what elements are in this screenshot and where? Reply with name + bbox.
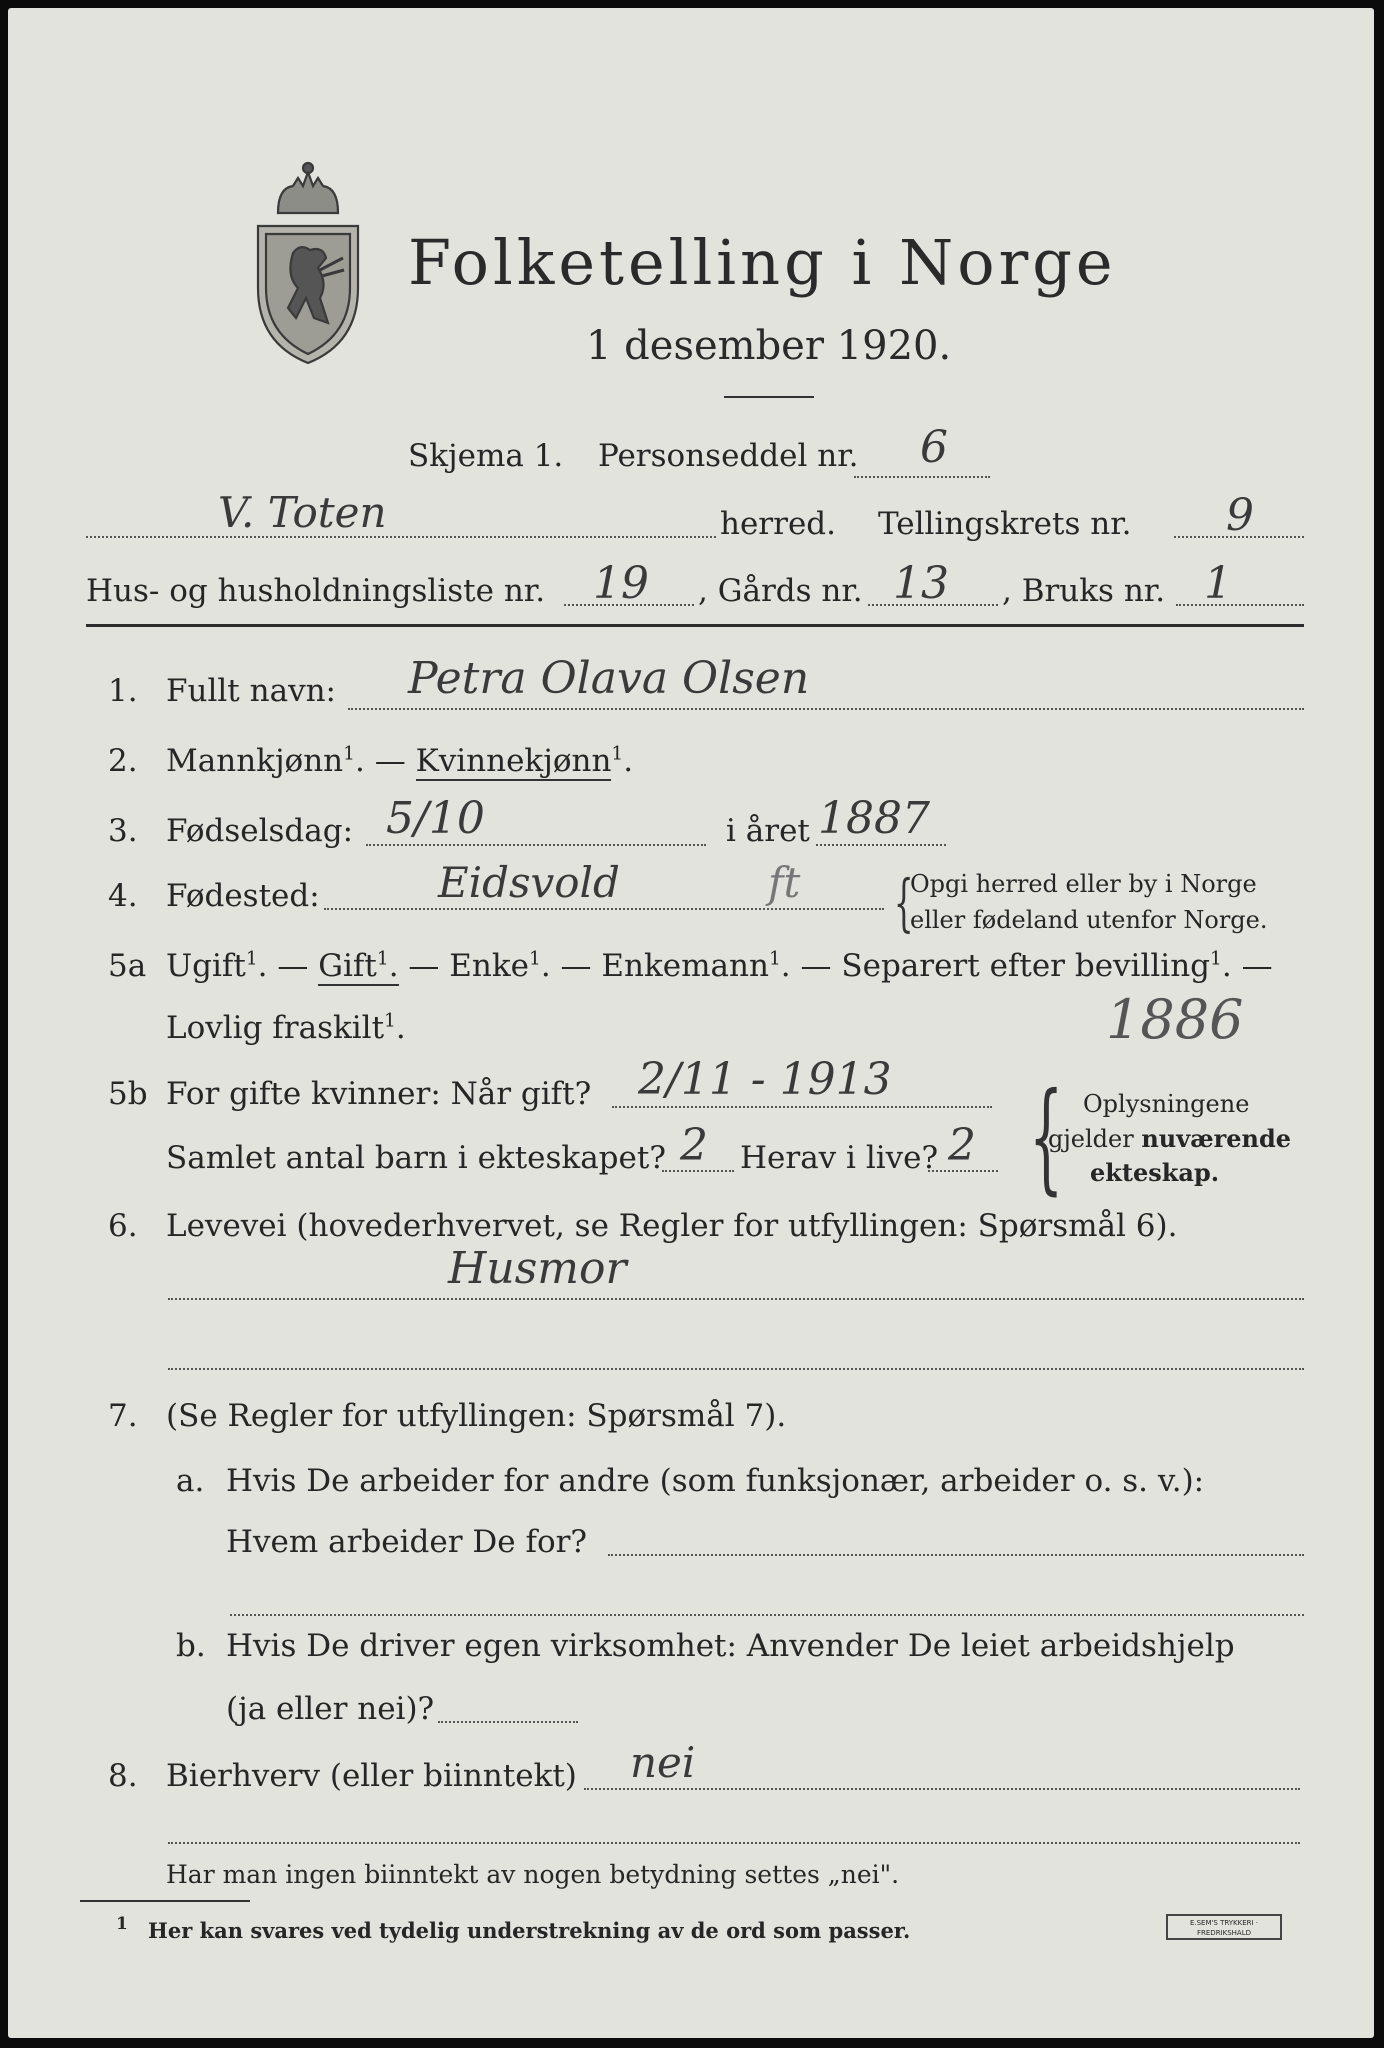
- q7a-question: Hvem arbeider De for?: [226, 1524, 588, 1560]
- married-date-value: 2/11 - 1913: [638, 1054, 892, 1105]
- bruks-value: 1: [1204, 558, 1232, 609]
- q7b-field-line: [438, 1721, 578, 1723]
- form-title: Folketelling i Norge: [408, 226, 1117, 299]
- q5b-brace: {: [1028, 1068, 1064, 1207]
- q2-options: Mannkjønn$^1$. — Kvinnekjønn$^1$.: [166, 743, 634, 779]
- children-label: Samlet antal barn i ekteskapet?: [166, 1140, 666, 1176]
- occupation-value: Husmor: [448, 1243, 627, 1294]
- herred-field-line: [86, 536, 716, 538]
- margin-note-year: 1886: [1106, 988, 1244, 1051]
- footer-note: Har man ingen biinntekt av nogen betydning settes „nei".: [166, 1860, 900, 1889]
- side-income-value: nei: [630, 1738, 696, 1787]
- tellingskrets-value: 9: [1226, 490, 1254, 541]
- q7b-question: (ja eller nei)?: [226, 1691, 435, 1727]
- skjema-label: Skjema 1.: [408, 438, 564, 474]
- q7a-field-line-2: [230, 1614, 1304, 1616]
- gards-label: , Gårds nr.: [698, 573, 863, 609]
- footnote-text: Her kan svares ved tydelig understrekning av de ord som passer.: [148, 1918, 911, 1943]
- q5b-number: 5b: [108, 1076, 148, 1112]
- q4-brace: {: [893, 866, 914, 939]
- q5a-options: Ugift$^1$. — Gift$^1$. — Enke$^1$. — Enkemann$^1$. — Separert efter bevilling$^1$. —: [166, 948, 1273, 984]
- q8-label: Bierhverv (eller biinntekt): [166, 1758, 577, 1794]
- q6-number: 6.: [108, 1208, 138, 1244]
- personseddel-label: Personseddel nr.: [598, 438, 859, 474]
- q3-label: Fødselsdag:: [166, 813, 354, 849]
- q8-field-line-2: [168, 1842, 1300, 1844]
- printer-stamp: E.SEM'S TRYKKERI · FREDRIKSHALD: [1166, 1914, 1282, 1940]
- personseddel-field-line: [854, 476, 990, 478]
- q1-field-line: [348, 708, 1304, 710]
- living-label: Herav i live?: [740, 1140, 939, 1176]
- q5b-note-line1: Oplysningene: [1083, 1090, 1250, 1118]
- year-field-line: [816, 844, 946, 846]
- q5b-note-line3: ekteskap.: [1090, 1158, 1220, 1187]
- gards-value: 13: [893, 558, 949, 609]
- q8-field-line: [584, 1788, 1300, 1790]
- fraskilt-option: Lovlig fraskilt$^1$.: [166, 1010, 406, 1046]
- q2-number: 2.: [108, 743, 138, 779]
- living-value: 2: [948, 1120, 976, 1171]
- bruks-label: , Bruks nr.: [1002, 573, 1166, 609]
- q6-field-line: [168, 1298, 1304, 1300]
- coat-of-arms-icon: [248, 158, 368, 368]
- q6-label: Levevei (hovederhvervet, se Regler for utfyllingen: Spørsmål 6).: [166, 1208, 1178, 1244]
- q7a-letter: a.: [176, 1463, 205, 1499]
- q5b-label: For gifte kvinner: Når gift?: [166, 1076, 592, 1112]
- tellingskrets-label: Tellingskrets nr.: [878, 506, 1132, 542]
- footnote-marker: 1: [116, 1914, 128, 1934]
- q8-number: 8.: [108, 1758, 138, 1794]
- full-name-value: Petra Olava Olsen: [408, 653, 810, 704]
- q1-number: 1.: [108, 673, 138, 709]
- q4-field-line: [324, 908, 884, 910]
- hus-label: Hus- og husholdningsliste nr.: [86, 573, 546, 609]
- q5a-number: 5a: [108, 948, 147, 984]
- herred-value: V. Toten: [218, 488, 387, 537]
- birthplace-extra: ft: [768, 858, 801, 907]
- personseddel-value: 6: [920, 422, 948, 473]
- q7a-label: Hvis De arbeider for andre (som funksjonær, arbeider o. s. v.):: [226, 1463, 1205, 1499]
- q1-label: Fullt navn:: [166, 673, 336, 709]
- q3-number: 3.: [108, 813, 138, 849]
- q4-note-line1: Opgi herred eller by i Norge: [910, 870, 1257, 898]
- kvinnekjonn-option: Kvinnekjønn: [415, 743, 612, 779]
- q4-number: 4.: [108, 878, 138, 914]
- census-date: 1 desember 1920.: [586, 323, 952, 369]
- q4-note-line2: eller fødeland utenfor Norge.: [910, 906, 1268, 934]
- enkemann-option: Enkemann: [601, 948, 769, 984]
- married-date-field-line: [612, 1106, 992, 1108]
- q5b-note-line2: gjelder nuværende: [1048, 1124, 1292, 1153]
- q3-field-line: [366, 844, 706, 846]
- children-value: 2: [680, 1120, 708, 1171]
- footnote-rule: [80, 1900, 250, 1902]
- separert-option: Separert efter bevilling: [841, 948, 1211, 984]
- q6-field-line-2: [168, 1368, 1304, 1370]
- herred-label: herred.: [720, 506, 836, 542]
- bruks-field-line: [1176, 604, 1304, 606]
- ugift-option: Ugift: [166, 948, 246, 984]
- census-form-page: [8, 8, 1374, 2038]
- birth-year-value: 1887: [818, 793, 930, 844]
- enke-option: Enke: [449, 948, 529, 984]
- hus-value: 19: [593, 558, 649, 609]
- mannkjonn-option: Mannkjønn: [166, 743, 344, 779]
- q4-label: Fødested:: [166, 878, 320, 914]
- q7b-label: Hvis De driver egen virksomhet: Anvender De leiet arbeidshjelp: [226, 1628, 1235, 1664]
- gift-option: Gift$^1$.: [318, 948, 399, 984]
- year-label: i året: [726, 813, 810, 849]
- q7-label: (Se Regler for utfyllingen: Spørsmål 7).: [166, 1398, 787, 1434]
- birthday-value: 5/10: [386, 793, 485, 844]
- q7a-field-line: [608, 1554, 1304, 1556]
- header-rule: [86, 624, 1304, 627]
- birthplace-value: Eidsvold: [438, 858, 620, 907]
- q7b-letter: b.: [176, 1628, 206, 1664]
- q7-number: 7.: [108, 1398, 138, 1434]
- title-divider: [724, 396, 814, 398]
